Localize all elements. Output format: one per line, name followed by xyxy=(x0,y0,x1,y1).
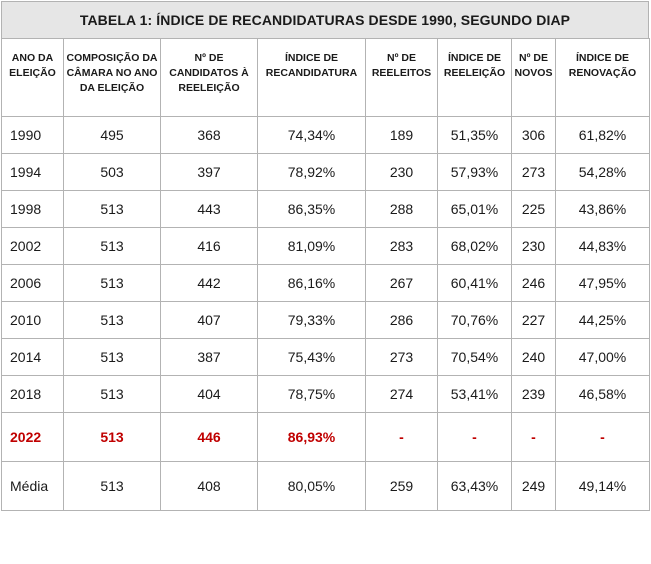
header-indice-reeleicao: ÍNDICE DE REELEIÇÃO xyxy=(438,39,512,117)
cell-composicao: 513 xyxy=(64,376,161,413)
cell-indice-recandidatura: 80,05% xyxy=(258,462,366,511)
cell-novos: 230 xyxy=(512,228,556,265)
cell-novos: 306 xyxy=(512,117,556,154)
cell-indice-renovacao: 47,95% xyxy=(556,265,650,302)
cell-candidatos: 397 xyxy=(161,154,258,191)
cell-reeleitos: 273 xyxy=(366,339,438,376)
cell-novos: 273 xyxy=(512,154,556,191)
cell-novos: 239 xyxy=(512,376,556,413)
cell-candidatos: 408 xyxy=(161,462,258,511)
table-row xyxy=(2,191,650,228)
cell-indice-reeleicao: 70,54% xyxy=(438,339,512,376)
cell-candidatos: 407 xyxy=(161,302,258,339)
cell-composicao: 513 xyxy=(64,191,161,228)
cell-indice-renovacao: 46,58% xyxy=(556,376,650,413)
cell-candidatos: 368 xyxy=(161,117,258,154)
cell-ano: 2018 xyxy=(2,376,64,413)
cell-indice-renovacao: 44,83% xyxy=(556,228,650,265)
cell-indice-reeleicao: 63,43% xyxy=(438,462,512,511)
cell-indice-recandidatura: 86,35% xyxy=(258,191,366,228)
cell-indice-recandidatura: 79,33% xyxy=(258,302,366,339)
table-row xyxy=(2,117,650,154)
cell-indice-renovacao: 47,00% xyxy=(556,339,650,376)
cell-indice-reeleicao: 65,01% xyxy=(438,191,512,228)
cell-indice-recandidatura: 74,34% xyxy=(258,117,366,154)
cell-ano: 1994 xyxy=(2,154,64,191)
cell-indice-reeleicao: 70,76% xyxy=(438,302,512,339)
cell-indice-renovacao: 49,14% xyxy=(556,462,650,511)
header-reeleitos: Nº DE REELEITOS xyxy=(366,39,438,117)
header-novos: Nº DE NOVOS xyxy=(512,39,556,117)
header-ano: ANO DA ELEIÇÃO xyxy=(2,39,64,117)
cell-indice-recandidatura: 78,92% xyxy=(258,154,366,191)
table-title: TABELA 1: ÍNDICE DE RECANDIDATURAS DESDE 1990, SEGUNDO DIAP xyxy=(1,1,649,38)
cell-indice-recandidatura: 86,16% xyxy=(258,265,366,302)
table-row xyxy=(2,413,650,462)
recandidatura-table xyxy=(1,38,650,511)
cell-indice-reeleicao: - xyxy=(438,413,512,462)
cell-novos: 227 xyxy=(512,302,556,339)
cell-composicao: 513 xyxy=(64,302,161,339)
cell-indice-renovacao: 61,82% xyxy=(556,117,650,154)
cell-reeleitos: - xyxy=(366,413,438,462)
cell-indice-reeleicao: 57,93% xyxy=(438,154,512,191)
table-row xyxy=(2,228,650,265)
cell-ano: 2006 xyxy=(2,265,64,302)
cell-composicao: 513 xyxy=(64,265,161,302)
header-indice-renovacao: ÍNDICE DE RENOVAÇÃO xyxy=(556,39,650,117)
cell-indice-reeleicao: 51,35% xyxy=(438,117,512,154)
cell-composicao: 513 xyxy=(64,462,161,511)
cell-candidatos: 416 xyxy=(161,228,258,265)
table-row xyxy=(2,462,650,511)
cell-candidatos: 404 xyxy=(161,376,258,413)
cell-novos: - xyxy=(512,413,556,462)
cell-indice-renovacao: - xyxy=(556,413,650,462)
cell-reeleitos: 259 xyxy=(366,462,438,511)
cell-candidatos: 443 xyxy=(161,191,258,228)
table-container xyxy=(1,1,649,511)
header-row xyxy=(2,39,650,117)
cell-reeleitos: 230 xyxy=(366,154,438,191)
table-row xyxy=(2,154,650,191)
cell-indice-reeleicao: 68,02% xyxy=(438,228,512,265)
cell-candidatos: 446 xyxy=(161,413,258,462)
cell-composicao: 513 xyxy=(64,339,161,376)
cell-composicao: 495 xyxy=(64,117,161,154)
cell-reeleitos: 267 xyxy=(366,265,438,302)
cell-ano: 1998 xyxy=(2,191,64,228)
cell-novos: 240 xyxy=(512,339,556,376)
table-row xyxy=(2,265,650,302)
cell-indice-reeleicao: 53,41% xyxy=(438,376,512,413)
cell-reeleitos: 189 xyxy=(366,117,438,154)
cell-indice-renovacao: 54,28% xyxy=(556,154,650,191)
cell-indice-renovacao: 43,86% xyxy=(556,191,650,228)
cell-ano: 1990 xyxy=(2,117,64,154)
cell-novos: 225 xyxy=(512,191,556,228)
cell-ano: 2002 xyxy=(2,228,64,265)
table-row xyxy=(2,302,650,339)
table-row xyxy=(2,376,650,413)
cell-indice-recandidatura: 81,09% xyxy=(258,228,366,265)
cell-indice-recandidatura: 75,43% xyxy=(258,339,366,376)
cell-reeleitos: 274 xyxy=(366,376,438,413)
cell-novos: 246 xyxy=(512,265,556,302)
header-candidatos: Nº DE CANDIDATOS À REELEIÇÃO xyxy=(161,39,258,117)
table-row xyxy=(2,339,650,376)
cell-indice-reeleicao: 60,41% xyxy=(438,265,512,302)
cell-composicao: 513 xyxy=(64,228,161,265)
cell-ano: Média xyxy=(2,462,64,511)
cell-indice-recandidatura: 86,93% xyxy=(258,413,366,462)
header-composicao: COMPOSIÇÃO DA CÂMARA NO ANO DA ELEIÇÃO xyxy=(64,39,161,117)
cell-reeleitos: 288 xyxy=(366,191,438,228)
cell-composicao: 513 xyxy=(64,413,161,462)
cell-indice-renovacao: 44,25% xyxy=(556,302,650,339)
cell-composicao: 503 xyxy=(64,154,161,191)
cell-reeleitos: 283 xyxy=(366,228,438,265)
cell-ano: 2022 xyxy=(2,413,64,462)
cell-ano: 2010 xyxy=(2,302,64,339)
cell-candidatos: 387 xyxy=(161,339,258,376)
cell-candidatos: 442 xyxy=(161,265,258,302)
header-indice-recandidatura: ÍNDICE DE RECANDIDATURA xyxy=(258,39,366,117)
cell-reeleitos: 286 xyxy=(366,302,438,339)
cell-indice-recandidatura: 78,75% xyxy=(258,376,366,413)
cell-ano: 2014 xyxy=(2,339,64,376)
cell-novos: 249 xyxy=(512,462,556,511)
